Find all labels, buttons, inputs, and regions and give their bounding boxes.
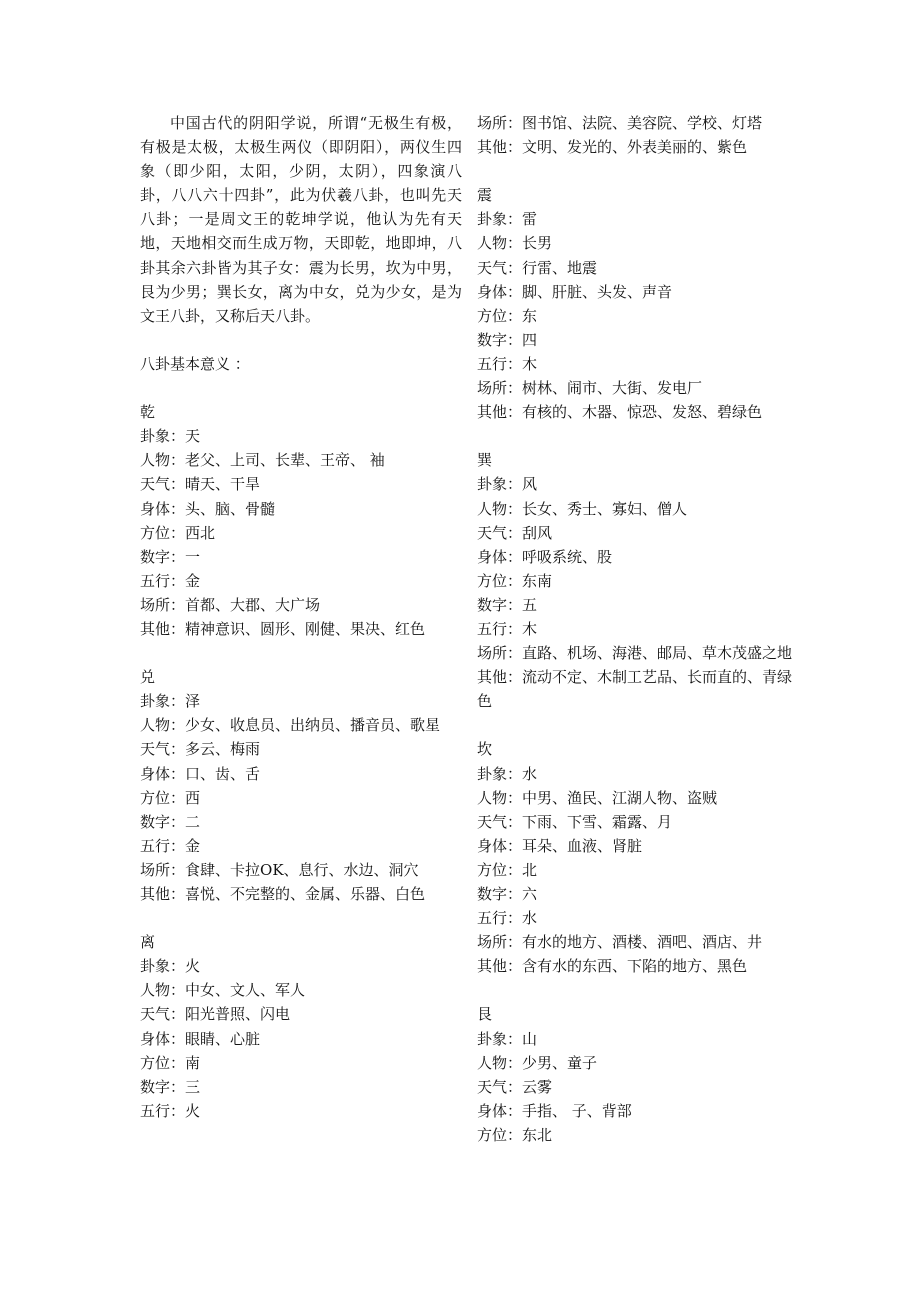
intro-paragraph: 中国古代的阴阳学说，所谓“无极生有极，有极是太极，太极生两仪（即阴阳），两仪生四象（即少阳，太阳，少阴，太阴），四象演八卦，八八六十四卦”，此为伏羲八卦，也叫先天八卦；一是周文王的乾坤学说，他认为先有天地，天地相交而生成万物，天即乾，地即坤，八卦其余六卦皆为其子女：震为长男，坎为中男，艮为少男；巽长女，离为中女，兑为少女，是为文王八卦，又称后天八卦。 bbox=[140, 114, 462, 325]
gen-tianqi: 天气：云雾 bbox=[477, 1077, 553, 1096]
trigram-kan-title: 坎 bbox=[477, 740, 493, 759]
dui-wuxing: 五行：金 bbox=[140, 836, 201, 855]
zhen-shuzi: 数字：四 bbox=[477, 330, 538, 349]
gen-renwu: 人物：少男、童子 bbox=[477, 1053, 598, 1072]
qian-gua: 卦象：天 bbox=[140, 427, 201, 446]
zhen-wuxing: 五行：木 bbox=[477, 354, 538, 373]
qian-tianqi: 天气：晴天、干旱 bbox=[140, 475, 261, 494]
li-renwu: 人物：中女、文人、军人 bbox=[140, 981, 306, 1000]
qian-renwu: 人物：老父、上司、长辈、王帝、 袖 bbox=[140, 451, 385, 470]
zhen-gua: 卦象：雷 bbox=[477, 210, 538, 229]
right-column bbox=[477, 111, 807, 1147]
qian-changsuo: 场所：首都、大郡、大广场 bbox=[140, 595, 321, 614]
xun-shuzi: 数字：五 bbox=[477, 595, 538, 614]
dui-shenti: 身体：口、齿、舌 bbox=[140, 764, 261, 783]
li-changsuo: 场所：图书馆、法院、美容院、学校、灯塔 bbox=[477, 114, 763, 132]
kan-shuzi: 数字：六 bbox=[477, 885, 538, 903]
xun-fangwei: 方位：东南 bbox=[477, 571, 553, 590]
gen-fangwei: 方位：东北 bbox=[477, 1125, 553, 1144]
dui-changsuo: 场所：食肆、卡拉OK、息行、水边、洞穴 bbox=[140, 860, 419, 879]
zhen-qita: 其他：有核的、木器、惊恐、发怒、碧绿色 bbox=[477, 403, 763, 422]
kan-tianqi: 天气：下雨、下雪、霜露、月 bbox=[477, 812, 673, 831]
trigram-li-title: 离 bbox=[140, 933, 156, 952]
li-shuzi: 数字：三 bbox=[140, 1077, 201, 1096]
qian-wuxing: 五行：金 bbox=[140, 571, 201, 590]
zhen-fangwei: 方位：东 bbox=[477, 306, 538, 325]
zhen-renwu: 人物：长男 bbox=[477, 234, 553, 253]
kan-qita: 其他：含有水的东西、下陷的地方、黑色 bbox=[477, 957, 748, 976]
kan-changsuo: 场所：有水的地方、酒楼、酒吧、酒店、井 bbox=[477, 933, 763, 952]
li-tianqi: 天气：阳光普照、闪电 bbox=[140, 1005, 291, 1024]
li-wuxing: 五行：火 bbox=[140, 1101, 201, 1120]
li-fangwei: 方位：南 bbox=[140, 1053, 201, 1072]
trigram-gen-title: 艮 bbox=[477, 1005, 493, 1024]
li-qita: 其他：文明、发光的、外表美丽的、紫色 bbox=[477, 138, 748, 157]
dui-shuzi: 数字：二 bbox=[140, 812, 201, 831]
trigram-zhen-title: 震 bbox=[477, 186, 493, 205]
qian-fangwei: 方位：西北 bbox=[140, 523, 216, 542]
li-shenti: 身体：眼睛、心脏 bbox=[140, 1029, 261, 1048]
trigram-dui-title: 兑 bbox=[140, 668, 156, 687]
dui-renwu: 人物：少女、收息员、出纳员、播音员、歌星 bbox=[140, 716, 441, 735]
qian-shenti: 身体：头、脑、骨髓 bbox=[140, 499, 276, 518]
left-column bbox=[140, 111, 462, 1123]
xun-changsuo: 场所：直路、机场、海港、邮局、草木茂盛之地 bbox=[477, 644, 793, 663]
kan-wuxing: 五行：水 bbox=[477, 909, 538, 928]
qian-qita: 其他：精神意识、圆形、刚健、果决、红色 bbox=[140, 619, 426, 638]
kan-shenti: 身体：耳朵、血液、肾脏 bbox=[477, 836, 643, 855]
xun-qita: 其他：流动不定、木制工艺品、长而直的、青绿色 bbox=[477, 668, 793, 711]
dui-qita: 其他：喜悦、不完整的、金属、乐器、白色 bbox=[140, 885, 426, 903]
kan-gua: 卦象：水 bbox=[477, 764, 538, 783]
li-gua: 卦象：火 bbox=[140, 957, 201, 976]
gen-gua: 卦象：山 bbox=[477, 1029, 538, 1048]
zhen-tianqi: 天气：行雷、地震 bbox=[477, 258, 598, 277]
zhen-shenti: 身体：脚、肝脏、头发、声音 bbox=[477, 282, 673, 301]
section-title: 八卦基本意义 ： bbox=[140, 354, 250, 373]
kan-renwu: 人物：中男、渔民、江湖人物、盗贼 bbox=[477, 788, 718, 807]
xun-renwu: 人物：长女、秀士、寡妇、僧人 bbox=[477, 499, 688, 518]
kan-fangwei: 方位：北 bbox=[477, 860, 538, 879]
dui-tianqi: 天气：多云、梅雨 bbox=[140, 740, 261, 759]
xun-tianqi: 天气：刮风 bbox=[477, 523, 553, 542]
trigram-xun-title: 巽 bbox=[477, 451, 493, 470]
xun-gua: 卦象：风 bbox=[477, 475, 538, 494]
qian-shuzi: 数字：一 bbox=[140, 547, 201, 566]
zhen-changsuo: 场所：树林、闹市、大街、发电厂 bbox=[477, 379, 703, 398]
xun-shenti: 身体：呼吸系统、股 bbox=[477, 547, 613, 566]
gen-shenti: 身体：手指、 子、背部 bbox=[477, 1101, 632, 1120]
dui-fangwei: 方位：西 bbox=[140, 788, 201, 807]
xun-wuxing: 五行：木 bbox=[477, 619, 538, 638]
dui-gua: 卦象：泽 bbox=[140, 692, 201, 711]
trigram-qian-title: 乾 bbox=[140, 403, 156, 422]
